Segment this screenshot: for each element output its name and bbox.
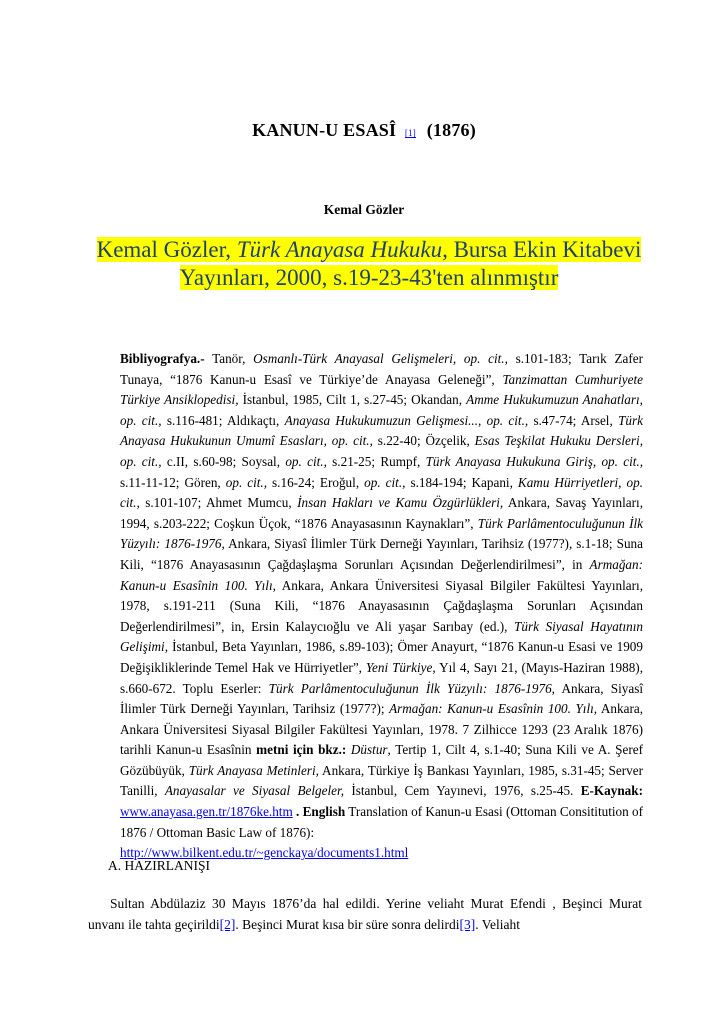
biblio-italic: Anayasa Hukukumuzun Gelişmesi..., op. cit., [284,412,529,428]
biblio-text: s.47-74; Arsel, [528,412,619,428]
biblio-bold: metni için bkz.: [256,742,347,758]
source-citation [90,236,648,292]
document-title [0,120,728,141]
body-text-run: Sultan Abdülaziz 30 Mayıs 1876’da hal edildi. Yerine veliaht Murat Efendi , Beşinci Murat unvanı ile tahta geçirildi [88,896,642,932]
biblio-italic: Türk Parlâmentoculuğunun İlk Yüzyılı: 1876-1976, [268,680,555,696]
bibliography-label: Bibliyografya.- [120,351,205,366]
biblio-italic: Türk Anayasa Metinleri, [188,762,319,778]
biblio-text: s.16-24; Eroğul, [267,474,365,490]
biblio-italic: Kamu Hürriyetleri, op. cit., [120,474,643,511]
biblio-bold: English [302,804,346,820]
author-name: Kemal Gözler [323,202,405,217]
biblio-italic: İnsan Hakları ve Kamu Özgürlükleri, [297,495,504,511]
biblio-italic: Tanzimattan Cumhuriyete Türkiye Ansiklopedisi, [120,371,643,408]
biblio-italic: Anayasalar ve Siyasal Belgeler, [164,783,344,799]
source-highlight [97,237,642,290]
biblio-italic: Armağan: Kanun-u Esasînin 100. Yılı, [389,701,598,717]
footnote-link-3[interactable]: [3] [459,917,476,932]
title-text: KANUN-U ESASÎ [252,120,397,140]
biblio-text: Ankara, Siyasî İlimler Türk Derneği Yayınları, Tarihsiz (1977?); [120,680,643,717]
biblio-italic: op. cit., [364,474,406,490]
body-paragraph [88,893,642,935]
biblio-italic: Türk Siyasal Hayatının Gelişimi, [120,618,643,655]
biblio-text: s.101-183; Tarık Zafer Tunaya, “1876 Kanun-u Esasî ve Türkiye’de Anayasa Geleneği”, [120,351,643,387]
source-book: Türk Anayasa Hukuku, [236,237,448,262]
biblio-italic: Armağan: Kanun-u Esasînin 100. Yılı, [120,556,643,593]
biblio-text: s.21-25; Rumpf, [326,453,426,469]
biblio-text: s.101-107; Ahmet Mumcu, [139,495,298,511]
biblio-text: s.184-194; Kapani, [405,474,518,490]
source-rest: Bursa Ekin Kitabevi Yayınları, 2000, s.19-23-43'ten alınmıştır [179,237,642,290]
biblio-text: , Tertip 1, Cilt 4, s.1-40; Suna Kili ve A. Şeref Gözübüyük, [120,742,643,778]
biblio-italic: Düstur [350,742,388,758]
biblio-bold: E-Kaynak: [580,783,643,799]
biblio-text: s.22-40; Özçelik, [372,433,475,449]
biblio-italic: Yeni Türkiye, [365,659,436,675]
title-year: (1876) [426,120,476,140]
biblio-italic: op. cit., [225,474,268,490]
bilkent-link[interactable]: http://www.bilkent.edu.tr/~genckaya/documents1.html [120,845,409,861]
biblio-text: c.II, s.60-98; Soysal, [161,453,286,469]
biblio-text: İstanbul, 1985, Cilt 1, s.27-45; Okandan, [238,392,467,408]
biblio-text: Yıl 4, Sayı 21, (Mayıs-Haziran 1988), s.660-672. Toplu Eserler: [120,659,643,696]
biblio-text: s.11-11-12; Gören, [120,474,226,490]
section-heading: A. HAZIRLANIŞI [108,858,210,873]
body-text-run: . Veliaht [475,917,521,932]
body-text [88,893,642,935]
footnote-link-1[interactable]: [1] [404,128,417,138]
biblio-text: Ankara, Siyasî İlimler Türk Derneği Yayınları, Tarihsiz (1977?), s.1-18; Suna Kili, “1876 Anayasasının Çağdaşlaşma Sorunları Açısından Değerlendirilmesi”, in [120,536,643,572]
biblio-italic: Osmanlı-Türk Anayasal Gelişmeleri, op. cit., [253,351,508,366]
biblio-text: Ankara, Savaş Yayınları, 1994, s.203-222; Coşkun Üçok, “1876 Anayasasının Kaynakları”, [120,495,643,531]
biblio-text: s.116-481; Aldıkaçtı, [161,412,285,428]
footnote-link-2[interactable]: [2] [219,917,236,932]
biblio-text: Ankara, Türkiye İş Bankası Yayınları, 1985, s.31-45; Server Tanilli, [120,762,643,799]
body-text-run: . Beşinci Murat kısa bir süre sonra delirdi [235,917,460,932]
biblio-italic: Türk Anayasa Hukukunun Umumî Esasları, op. cit., [120,412,643,449]
biblio-text: Translation of Kanun-u Esasi (Ottoman Consititution of 1876 / Ottoman Basic Law of 1876): [120,804,644,840]
biblio-italic: Amme Hukukumuzun Anahatları, op. cit., [120,392,643,428]
biblio-text: Ankara, Ankara Üniversitesi Siyasal Bilgiler Fakültesi Yayınları, 1978, s.191-211 (Suna Kili, “1876 Anayasasının Çağdaşlaşma Sorunları Açısından Değerlendirilmesi”, in, Ersin Kalaycıoğlu ve Ali yaşar Sarıbay (ed.), [120,577,643,634]
biblio-italic: Esas Teşkilat Hukuku Dersleri, op. cit., [120,433,643,469]
biblio-text: Tanör, [204,351,254,366]
biblio-text: . [292,804,303,820]
biblio-text: İstanbul, Beta Yayınları, 1986, s.89-103); Ömer Anayurt, “1876 Kanun-u Esasi ve 1909 Değişikliklerinde Temel Hak ve Hürriyetler”, [120,639,643,675]
biblio-italic: Türk Parlâmentoculuğunun İlk Yüzyılı: 1876-1976, [120,515,644,552]
source-author: Kemal Gözler, [96,237,232,262]
bibliography [120,349,643,864]
biblio-italic: Türk Anayasa Hukukuna Giriş, op. cit., [425,453,644,469]
biblio-text: Ankara, Ankara Üniversitesi Siyasal Bilgiler Fakültesi Yayınları, 1978. 7 Zilhicce 1293 (23 Aralık 1876) tarihli Kanun-u Esasînin [120,701,644,758]
bibliography-paragraph [120,349,643,864]
biblio-text: İstanbul, Cem Yayınevi, 1976, s.25-45. [344,783,581,799]
anayasa-link[interactable]: www.anayasa.gen.tr/1876ke.htm [120,804,293,820]
biblio-italic: op. cit., [285,453,327,469]
